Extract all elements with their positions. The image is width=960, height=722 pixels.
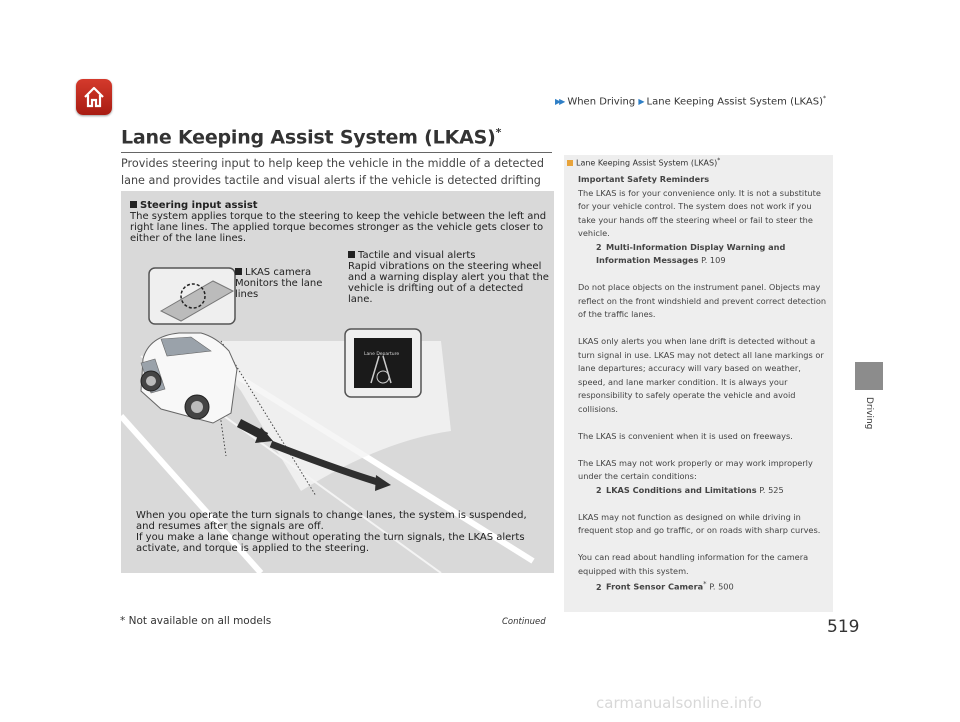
steering-assist-label xyxy=(130,200,550,244)
section-tab[interactable] xyxy=(855,362,883,390)
breadcrumb-arrow-icon: ▶▶ xyxy=(555,97,564,107)
sidebar-header: Lane Keeping Assist System (LKAS)* xyxy=(567,157,720,168)
tactile-alerts-label xyxy=(348,250,550,305)
bullet-square-icon xyxy=(130,201,137,208)
xref-front-camera-asterisk: * xyxy=(703,580,707,588)
turn-signal-note xyxy=(136,510,548,554)
xref-front-camera[interactable] xyxy=(578,578,830,594)
xref-mid-warning[interactable] xyxy=(578,241,830,268)
steering-assist-body: The system applies torque to the steering to keep the vehicle between the left and right lane lines. The applied torque becomes stronger as the vehicle gets closer to either of the lane lines. xyxy=(130,211,547,244)
xref-arrow-icon: 2 xyxy=(596,242,602,252)
page-title xyxy=(121,126,501,148)
page-title-asterisk: * xyxy=(495,126,502,139)
breadcrumb-lkas[interactable]: Lane Keeping Assist System (LKAS) xyxy=(646,96,824,108)
safety-title: Important Safety Reminders xyxy=(578,174,710,184)
xref-conditions-page: P. 525 xyxy=(759,484,784,495)
xref-arrow-icon: 2 xyxy=(596,485,602,495)
page-title-text: Lane Keeping Assist System (LKAS) xyxy=(121,126,496,149)
xref-front-camera-text[interactable]: Front Sensor Camera xyxy=(606,581,704,592)
xref-conditions-text[interactable]: LKAS Conditions and Limitations xyxy=(606,484,757,495)
lkas-camera-label xyxy=(235,267,335,300)
home-button[interactable] xyxy=(76,79,112,115)
sidebar-paragraph-4: The LKAS is convenient when it is used on freeways. xyxy=(578,430,793,441)
watermark: carmanualsonline.info xyxy=(596,694,762,712)
turn-signal-note-2: If you make a lane change without operating the turn signals, the LKAS alerts activate, and torque is applied to the steering. xyxy=(136,532,525,554)
footnote: * Not available on all models xyxy=(120,615,272,627)
illustration-panel xyxy=(121,191,554,573)
bullet-square-icon xyxy=(235,268,242,275)
safety-body: The LKAS is for your convenience only. It is not a substitute for your vehicle control. The system does not work if you take your hands off the steering wheel or fail to steer the vehicle. xyxy=(578,187,821,238)
lkas-camera-body: Monitors the lane lines xyxy=(235,278,323,300)
steering-assist-heading: Steering input assist xyxy=(130,200,550,211)
sidebar-paragraph-6: LKAS may not function as designed on while driving in frequent stop and go traffic, or on roads with sharp curves. xyxy=(578,511,821,535)
note-icon xyxy=(567,160,573,166)
continued-label: Continued xyxy=(502,617,546,627)
home-icon xyxy=(82,85,106,109)
bullet-square-icon xyxy=(348,251,355,258)
xref-mid-warning-text[interactable]: Multi-Information Display Warning and Information Messages xyxy=(596,241,786,265)
breadcrumb-arrow-icon: ▶ xyxy=(638,97,643,107)
turn-signal-note-1: When you operate the turn signals to change lanes, the system is suspended, and resumes after the signals are off. xyxy=(136,510,527,532)
xref-mid-warning-page: P. 109 xyxy=(701,255,726,265)
xref-arrow-icon: 2 xyxy=(596,582,602,592)
title-divider xyxy=(121,152,552,153)
breadcrumb-when-driving[interactable]: When Driving xyxy=(567,96,636,108)
tactile-alerts-heading: Tactile and visual alerts xyxy=(348,250,550,261)
sidebar-body xyxy=(578,173,830,594)
section-tab-label: Driving xyxy=(864,397,874,430)
page-number: 519 xyxy=(827,617,860,637)
sidebar-paragraph-3: LKAS only alerts you when lane drift is detected without a turn signal in use. LKAS may not detect all lane markings or lane departures; accuracy will vary based on weather, speed, and lane marker condition. It is always your responsibility to safely operate the vehicle and avoid collisions. xyxy=(578,336,824,414)
xref-conditions[interactable] xyxy=(578,484,830,498)
breadcrumb xyxy=(555,95,826,107)
tactile-alerts-body: Rapid vibrations on the steering wheel and a warning display alert you that the vehicle is drifting out of a detected lane. xyxy=(348,261,549,305)
intro-paragraph: Provides steering input to help keep the vehicle in the middle of a detected lane and provides tactile and visual alerts if the vehicle is detected drifting xyxy=(121,157,544,187)
xref-front-camera-page: P. 500 xyxy=(709,581,734,592)
display-lane-departure-text: Lane Departure xyxy=(364,352,400,357)
lkas-camera-heading: LKAS camera xyxy=(235,267,335,278)
sidebar-paragraph-7: You can read about handling information for the camera equipped with this system. xyxy=(578,552,809,576)
breadcrumb-asterisk: * xyxy=(823,95,827,102)
sidebar-header-asterisk: * xyxy=(717,157,721,164)
sidebar-paragraph-5: The LKAS may not work properly or may work improperly under the certain conditions: xyxy=(578,457,813,481)
sidebar-paragraph-2: Do not place objects on the instrument panel. Objects may reflect on the front windshield and prevent correct detection of the traffic lanes. xyxy=(578,282,827,319)
